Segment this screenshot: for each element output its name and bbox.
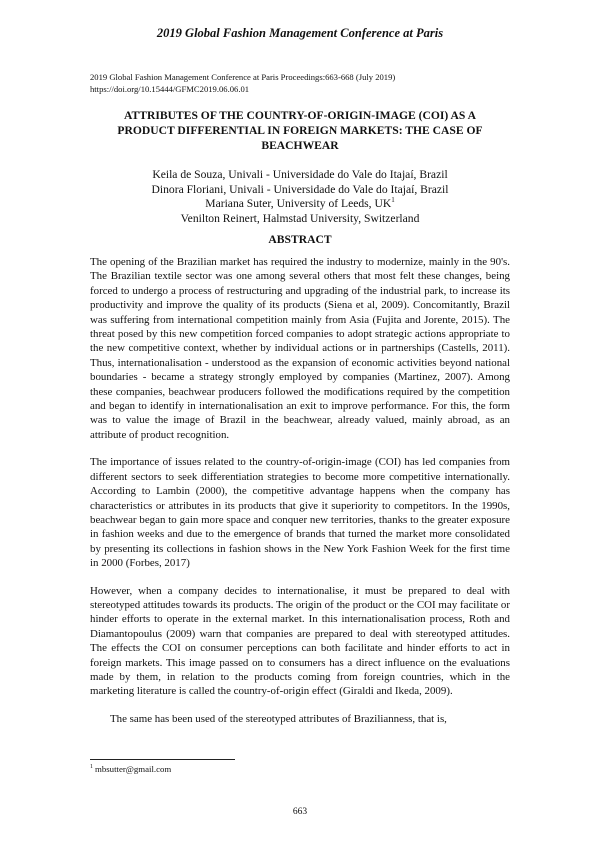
author-list [90, 168, 510, 226]
body-paragraph: The opening of the Brazilian market has required the industry to modernize, mainly in the 90's. The Brazilian textile sector was one among several others that most felt these changes, being forced to undergo a process of restructuring and upgrading of the industrial park, to increase its productivity and improve the quality of its products (Siena et al, 2009). Concomitantly, Brazil was suffering from international competition mainly from Asia (Fujita and Jorente, 2015). The threat posed by this new competition forced companies to adopt strategic actions appropriate to the new competitive context, whether by individual actions or in partnerships (Castells, 2011). Thus, internationalisation - understood as the expansion of economic activities beyond national boundaries - became a strategy strongly employed by companies (Martinez, 2007). Among these companies, beachwear producers followed the modifications required by the competition and began to identify in internationalisation an exit to improve performance. For this, the form was to value the image of Brazil in the beachwear, already valued, mainly abroad, as an attribute of product recognition. [90, 256, 510, 441]
footnote [90, 764, 510, 775]
body-paragraph: The importance of issues related to the country-of-origin-image (COI) has led companies from different sectors to seek differentiation strategies to become more competitive internationally. According to Lambin (2000), the competitive advantage happens when the company has characteristics or attributes in its products that give it superiority to competitors. In the 1990s, beachwear began to gain more space and conquer new territories, thanks to the greater exposure in fashion weeks and due to the emergence of brands that turned the market more consolidated by presenting its collections in fashion shows in the New York Fashion Week for the first time in 2000 (Forbes, 2017) [90, 456, 510, 570]
author-line [90, 168, 510, 183]
author-line [90, 197, 510, 212]
footnote-email[interactable]: mbsutter@gmail.com [95, 764, 172, 774]
author-line [90, 183, 510, 198]
running-header: 2019 Global Fashion Management Conference at Paris [156, 26, 444, 40]
author-text: Keila de Souza, Univali - Universidade do Vale do Itajaí, Brazil [152, 168, 448, 181]
author-text: Mariana Suter, University of Leeds, UK [205, 197, 392, 210]
abstract-body [90, 255, 510, 739]
author-text: Venilton Reinert, Halmstad University, Switzerland [180, 211, 420, 225]
footnote-marker[interactable]: 1 [391, 196, 395, 205]
citation-proceedings: 2019 Global Fashion Management Conference at Paris Proceedings:663-668 (July 2019) [90, 72, 396, 82]
body-paragraph: However, when a company decides to internationalise, it must be prepared to deal with stereotyped attitudes towards its products. The origin of the product or the COI may facilitate or hinder efforts to operate in the external market. In this internationalisation process, Roth and Diamantopoulus (2009) warn that companies are prepared to deal with stereotyped attitudes. The effects the COI on consumer perceptions can both facilitate and hinder efforts to act in foreign markets. This image passed on to consumers has a direct influence on the evaluations made by them, in relation to the products coming from foreign countries, which in the marketing literature is called the country-of-origin effect (Giraldi and Ikeda, 2009). [90, 584, 510, 698]
page-number: 663 [292, 807, 308, 817]
body-paragraph: The same has been used of the stereotyped attributes of Brazilianness, that is, [110, 712, 447, 725]
author-text: Dinora Floriani, Univali - Universidade do Vale do Itajaí, Brazil [151, 182, 449, 196]
author-line [90, 212, 510, 227]
abstract-heading: ABSTRACT [268, 233, 332, 246]
paper-title: ATTRIBUTES OF THE COUNTRY-OF-ORIGIN-IMAGE (COI) AS A PRODUCT DIFFERENTIAL IN FOREIGN MARKETS: THE CASE OF BEACHWEAR [117, 109, 483, 152]
citation-doi-link[interactable]: https://doi.org/10.15444/GFMC2019.06.06.01 [90, 84, 250, 94]
citation-block [90, 71, 510, 95]
footnote-divider [90, 759, 235, 760]
footnote-number: 1 [90, 764, 93, 771]
